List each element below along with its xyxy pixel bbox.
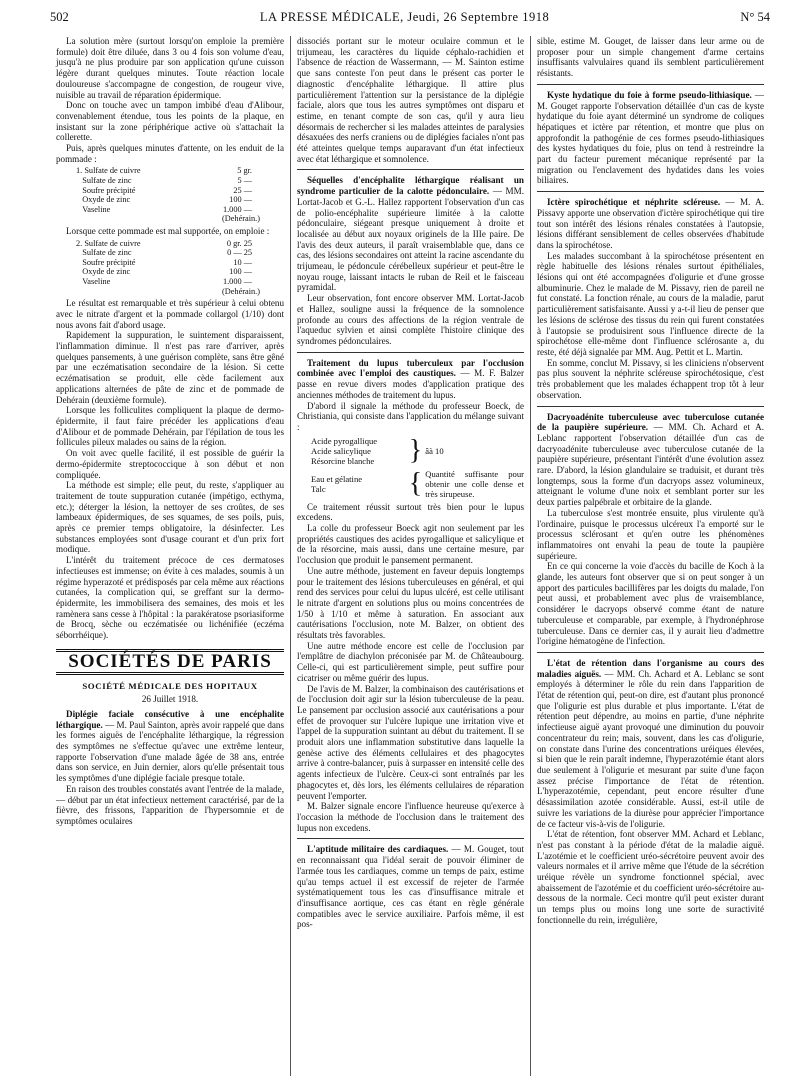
formula-source: (Dehérain.) bbox=[221, 286, 260, 296]
paragraph: En ce qui concerne la voie d'accès du bacille de Koch à la glande, les auteurs font observer que si on peut songer à un apport des particules bacillifères par les doigts du malade, l'on peut aussi, et probablement avec plus de vraisemblance, considérer le dacryops observé comme étant de nature tuberculeuse et comparable, par exemple, à l'hydronéphrose tuberculeuse. Dans ce dernier cas, il y aurait lieu d'admettre l'origine hématogène de l'infection. bbox=[537, 561, 764, 647]
article-title: Traitement du lupus tuberculeux par l'occlusion combinée avec l'emploi des caustiques. bbox=[297, 357, 524, 379]
article-title: Kyste hydatique du foie à forme pseudo-lithiasique. bbox=[547, 89, 752, 100]
paragraph: Puis, après quelques minutes d'attente, on les enduit de la pommade : bbox=[56, 143, 284, 164]
article-title: L'aptitude militaire des cardiaques. bbox=[307, 844, 449, 855]
paragraph: sible, estime M. Gouget, de laisser dans leur arme ou de proposer pour un simple changement d'arme certains insuffisants valvulaires quand ils semblent particulièrement résistants. bbox=[537, 36, 764, 79]
paragraph: La colle du professeur Boeck agit non seulement par les propriétés caustiques des acides pyrogallique et salicylique et de la résorcine, mais aussi, dans une certaine mesure, par l'occlusion que produit le pansement permanent. bbox=[297, 523, 524, 566]
paragraph: D'abord il signale la méthode du professeur Boeck, de Christiania, qui consiste dans l'application du mélange suivant : bbox=[297, 400, 524, 432]
society-name: SOCIÉTÉ MÉDICALE DES HOPITAUX bbox=[82, 681, 258, 692]
formula-value: 0 gr. 25 bbox=[226, 238, 252, 248]
column-3 bbox=[530, 36, 770, 1076]
page-header bbox=[50, 10, 770, 30]
formula-2 bbox=[76, 239, 284, 297]
article-title: L'état de rétention dans l'organisme au cours des maladies aiguës. bbox=[537, 657, 764, 679]
page-number: 502 bbox=[50, 10, 69, 24]
paragraph: En raison des troubles constatés avant l'entrée de la malade, — début par un état infectieux nettement caractérisé, par de la fièvre, des frissons, l'apparition de l'hypersomnie et de symptômes oculaires bbox=[56, 783, 284, 826]
article-title: Ictère spirochétique et néphrite scléreuse. bbox=[547, 197, 721, 208]
paragraph: dissociés portant sur le moteur oculaire commun et le trijumeau, les caractères du liquide céphalo-rachidien et l'absence de réaction de Wassermann, — M. Sainton estime que sans conteste l'on peut dans le présent cas porter le diagnostic d'encéphalite léthargique. Il attire plus particulièrement l'attention sur la persistance de la diplégie faciale, alors que tous les autres symptômes ont disparu et estime, en tenant compte de son cas, qu'il y aura lieu désormais de rechercher si les malades atteintes de paralysies désaxuées des nerfs craniens ou de diplégies faciales n'ont pas été atteintes quelque temps auparavant d'un état infectieux avec état léthargique et somnolence. bbox=[297, 36, 524, 164]
formula-source: (Dehérain.) bbox=[221, 214, 260, 224]
column-2 bbox=[290, 36, 530, 1076]
formula-1 bbox=[76, 166, 284, 224]
article-entry bbox=[297, 358, 524, 401]
paragraph: L'état de rétention, font observer MM. Achard et Leblanc, n'est pas constant à la période d'état de la maladie aiguë. L'azotémie et le coefficient uréo-sécrétoire peuvent avoir des valeurs normales et il arrive même que l'étude de la sécrétion uréique révèle un syndrome fonctionnel spécial, avec abaissement de l'azotémie et du coefficient uréo-sécrétoire au-dessous de la normale. Ceci montre qu'il peut exister durant un temps plus ou moins long une sorte de suractivité fonctionnelle du rein, irrégulière, bbox=[537, 829, 764, 925]
ingredient: Eau et gélatine bbox=[311, 473, 363, 484]
paragraph: L'intérêt du traitement précoce de ces dermatoses infectieuses est immense; on évite à ces malades, soumis à un régime hyperazoté et prédisposés par cela même aux réactions cutanées, la complication qui, se greffant sur la dermo-épidermite, les immobilisera des semaines, des mois et les ramènera sans cesse à l'hôpital : la parakératose psoriasiforme de Brocq, sèche ou eczématisée ou lichénifiée (eczéma séborrhéique). bbox=[56, 555, 284, 641]
formula-line: 2. Sulfate de cuivre bbox=[76, 238, 141, 248]
paragraph: La tuberculose s'est montrée ensuite, plus virulente qu'à l'ordinaire, puisque le processus ulcéreux l'a emporté sur le processus sclérosant et qu'en outre les phénomènes inflammatoires ont envahi la peau de toute la paupière supérieure. bbox=[537, 507, 764, 561]
ingredient: Acide salicylique bbox=[311, 445, 371, 456]
article-entry bbox=[537, 197, 764, 251]
article-entry bbox=[537, 658, 764, 829]
formula-line: Soufre précipité bbox=[82, 257, 136, 267]
ingredient: Talc bbox=[311, 483, 326, 494]
paragraph: En somme, conclut M. Pissavy, si les cliniciens n'observent pas plus souvent la néphrite scléreuse spirochétosique, c'est très probablement que les malades échappent trop tôt à leur observation. bbox=[537, 357, 764, 400]
brace-glyph: } bbox=[408, 434, 423, 466]
paragraph: La solution mère (surtout lorsqu'on emploie la première formule) doit être diluée, dans 3 ou 4 fois son volume d'eau, jusqu'à ne plus produire par son application qu'une cuisson légère durant quelques minutes. Toute réaction locale douloureuse s'accompagne de congestion, de rougeur vive, nuisible au travail de réparation épidermique. bbox=[56, 36, 284, 100]
article-entry bbox=[537, 412, 764, 508]
article-title: Diplégie faciale consécutive à une encéphalite léthargique. bbox=[56, 708, 284, 730]
issue-number: N° 54 bbox=[740, 10, 770, 24]
paragraph: Lorsque cette pommade est mal supportée, on emploie : bbox=[66, 226, 270, 236]
formula-line: Vaseline bbox=[82, 204, 111, 214]
article-text: — MM. Lortat-Jacob et G.-L. Hallez rapportent l'observation d'un cas de polio-encéphalite supérieure limitée à la calotte pédonculaire, siégeant presque uniquement à droite et localisée au début aux noyaux originels de la IIIe paire. De l'avis des deux auteurs, il paraît vraisemblable que, dans ce cas, des lésions secondaires ont atteint la racine ascendante du trijumeau, le pédoncule cérébelleux supérieur et peut-être le noyau rouge, laissant intacts le ruban de Reil et le faisceau pyramidal. bbox=[297, 186, 524, 293]
divider bbox=[297, 352, 524, 353]
article-text: — MM. Ch. Achard et A. Leblanc rapportent l'observation détaillée d'un cas de dacryoadénite tuberculeuse avec tuberculose cutanée de la paupière supérieure, présentant l'intérêt d'une évolution assez rare. D'abord, la lésion glandulaire se traduisit, et durant très longtemps, sous la forme d'un dacryops assez volumineux, atteignant le volume d'une noix et semblant porter sur les deux parties palpébrale et orbitaire de la glande. bbox=[537, 422, 764, 508]
paragraph: La méthode est simple; elle peut, du reste, s'appliquer au traitement de toute suppuration cutanée (impétigo, ecthyma, etc.); déterger la lésion, la nettoyer de ses croûtes, de ses lambeaux épidermiques, de ses squames, de ses poils, puis, après ce premier temps obligatoire, la désinfecter. Les substances employées sont d'usage courant et d'un prix fort modique. bbox=[56, 480, 284, 555]
formula-value: 100 — bbox=[229, 195, 252, 205]
article-title: Séquelles d'encéphalite léthargique réalisant un syndrome particulier de la calotte pédonculaire. bbox=[297, 175, 524, 197]
text-columns bbox=[50, 36, 770, 1076]
brace-glyph: { bbox=[408, 467, 423, 499]
formula-value: 25 — bbox=[233, 185, 252, 195]
divider bbox=[537, 652, 764, 653]
paragraph: Une autre méthode encore est celle de l'occlusion par l'emplâtre de diachylon préconisée par M. de Châteaubourg. Celle-ci, qui est particulièrement simple, peut suffire pour cicatriser ou même guérir des lupus. bbox=[297, 640, 524, 683]
paragraph: De l'avis de M. Balzer, la combinaison des cautérisations et de l'occlusion doit agir sur la lésion tuberculeuse de la peau. Le pansement par occlusion associé aux cautérisations a pour effet de provoquer sur l'ulcère lupique une irritation vive et l'appel de la suppuration suintant au début du traitement. Il se produit alors une inflammation substitutive dans laquelle la genèse active des éléments cellulaires et des phagocytes arrive à contre-balancer, puis à surpasser en intensité celle des agents infectieux de l'ulcère. Ceux-ci sont entraînés par les phagocytes et, dès lors, les éléments cellulaires de réparation peuvent l'emporter. bbox=[297, 683, 524, 801]
journal-title: LA PRESSE MÉDICALE, Jeudi, 26 Septembre 1918 bbox=[259, 10, 550, 24]
paragraph: Leur observation, font encore observer MM. Lortat-Jacob et Hallez, souligne aussi la fréquence de la somnolence profonde au cours des affections de la région ventrale de l'aqueduc sylvien et ainsi complète l'histoire clinique des syndromes pédonculaires. bbox=[297, 293, 524, 346]
session-date: 26 Juillet 1918. bbox=[141, 694, 199, 705]
formula-value: 1.000 — bbox=[222, 204, 252, 214]
paragraph: Donc on touche avec un tampon imbibé d'eau d'Alibour, convenablement étendue, tous les points de la plaque, en insistant sur la zone périphérique active où s'attachait la collerette. bbox=[56, 100, 284, 143]
paragraph: Ce traitement réussit surtout très bien pour le lupus excedens. bbox=[297, 501, 524, 523]
mixture-1 bbox=[311, 436, 524, 466]
article-title: Dacryoadénite tuberculeuse avec tuberculose cutanée de la paupière supérieure. bbox=[537, 411, 764, 433]
formula-line: Soufre précipité bbox=[82, 185, 136, 195]
formula-value: 1.000 — bbox=[222, 277, 252, 287]
formula-value: 100 — bbox=[229, 267, 252, 277]
article-text: — M. Gouget rapporte l'observation détaillée d'un cas de kyste hydatique du foie ayant déterminé un syndrome de coliques hépatiques et ictère par rétention, et montre que plus on approfondit la pathogénie de ces formes pseudo-lithiasiques des kystes hydatiques du foie, plus on tend à restreindre la part du facteur purement mécanique représenté par la migration ou l'enclavement des hydatides dans les voies biliaires. bbox=[537, 89, 764, 186]
divider bbox=[537, 84, 764, 85]
formula-line: Oxyde de zinc bbox=[82, 267, 131, 277]
mixture-2 bbox=[311, 469, 524, 499]
article-entry bbox=[537, 90, 764, 186]
article-text: — M. Gouget, tout en reconnaissant qua l'idéal serait de pouvoir éliminer de l'armée tous les cardiaques, comme un temps de paix, estime qu'au temps actuel il est excessif de rejeter de l'armée systématiquement tous les cas d'insuffisance mitrale et d'insuffisance aortique, ces cas étant en règle générale compatibles avec le service auxiliaire. Parfois même, il est pos- bbox=[297, 844, 525, 930]
divider bbox=[297, 838, 524, 839]
column-1 bbox=[50, 36, 290, 1076]
ingredient: Acide pyrogallique bbox=[311, 435, 378, 446]
formula-value: 5 gr. bbox=[237, 166, 252, 176]
article-entry bbox=[297, 175, 524, 293]
formula-line: Sulfate de zinc bbox=[82, 176, 132, 186]
divider bbox=[537, 191, 764, 192]
article-entry bbox=[56, 709, 284, 784]
formula-line: Vaseline bbox=[82, 277, 111, 287]
mixture-quantity: âà 10 bbox=[425, 445, 444, 456]
formula-line: Sulfate de zinc bbox=[82, 248, 132, 258]
article-text: — MM. Ch. Achard et A. Leblanc se sont employés à déterminer le rôle du rein dans l'apparition de l'état de rétention qui, peut-on dire, est d'autant plus prononcé que l'oligurie est plus durable et plus importante. L'état de rétention peut dépendre, au moins en partie, d'une néphrite infectieuse aiguë ayant provoqué une diminution du pouvoir concentrateur du rein; mais, souvent, dans les cas d'oligurie, on constate dans l'urine des concentrations uréiques élevées, si bien que le rein paraît indemne, l'hyperazotémie étant alors due seulement à l'oligurie et mesurant par suite d'une façon assez précise l'importance de l'état de rétention. L'hyperazotémie, cependant, peut encore résulter d'une désassimilation azotée considérable. Aussi, est-il utile de suivre les variations de la diurèse pour apprécier l'importance de ce facteur vis-à-vis de l'oligurie. bbox=[537, 668, 764, 829]
divider bbox=[537, 406, 764, 407]
paragraph: M. Balzer signale encore l'influence heureuse qu'exerce à l'occasion la méthode de l'occlusion dans le traitement des lupus non excedens. bbox=[297, 801, 524, 833]
divider bbox=[297, 169, 524, 170]
article-text: — M. A. Pissavy apporte une observation d'ictère spirochétique qui tire tout son intérêt des lésions rénales constatées à l'autopsie, lésions différant sensiblement de celles observées d'habitude dans la spirochétose. bbox=[537, 197, 765, 250]
article-text: — M. F. Balzer passe en revue divers modes d'application pratique des anciennes méthodes de traitement du lupus. bbox=[297, 368, 524, 400]
paragraph: Une autre méthode, justement en faveur depuis longtemps pour le traitement des lésions tuberculeuses en général, et qui rend des services pour celui du lupus ulcéré, est celle utilisant le nitrate d'argent en solutions plus ou moins concentrées de 1/50 à 1/10 et même à saturation. En associant aux cautérisations l'occlusion, note M. Balzer, on obtient des résultats très favorables. bbox=[297, 565, 524, 641]
paragraph: On voit avec quelle facilité, il est possible de guérir la dermo-épidermite streptococcique à son début et non compliquée. bbox=[56, 448, 284, 480]
paragraph: Rapidement la suppuration, le suintement disparaissent, l'inflammation diminue. Il n'est pas rare d'arriver, après quelques pansements, à une guérison complète, sans être gêné par une eczématisation secondaire de la lésion. Si cette eczématisation se produit, elle cède facilement aux applications alternées de pâte de zinc et de pommade de Dehérain (deuxième formule). bbox=[56, 330, 284, 405]
article-entry bbox=[297, 844, 524, 930]
article-text: — M. Paul Sainton, après avoir rappelé que dans les formes aiguës de l'encéphalite léthargique, la régression des symptômes ne s'effectue qu'avec une extrême lenteur, rapporte l'observation d'une malade âgée de 38 ans, entrée dans son service, en Juin dernier, alors qu'elle présentait tous les symptômes d'une diplégie faciale presque totale. bbox=[56, 719, 285, 784]
mixture-quantity: Quantité suffisante pour obtenir une colle dense et très sirupeuse. bbox=[425, 468, 524, 499]
formula-value: 5 — bbox=[237, 176, 252, 186]
ingredient: Résorcine blanche bbox=[311, 455, 375, 466]
paragraph: Les malades succombant à la spirochétose présentent en règle habituelle des lésions rénales surtout épithéliales, lésions qui ont été accompagnées d'oligurie et d'une grosse albuminurie. Chez le malade de M. Pissavy, rien de pareil ne fut constaté. La fonction rénale, au cours de la maladie, parut particulièrement satisfaisante. Aussi y a-t-il lieu de penser que les lésions de sclérose des tissus du rein qui furent constatées à l'autopsie se produisirent sous l'influence directe de la spirochétose elle-même dont l'influence sclérosante a, du reste, été déjà signalée par MM. Aug. Pettit et L. Martin. bbox=[537, 250, 764, 357]
formula-line: 1. Sulfate de cuivre bbox=[76, 166, 141, 176]
formula-value: 10 — bbox=[233, 257, 252, 267]
formula-line: Oxyde de zinc bbox=[82, 195, 131, 205]
paragraph: Lorsque les folliculites compliquent la plaque de dermo-épidermite, il faut faire précéder les applications d'eau d'Alibour et de pommade Dehérain, par l'épilation de tous les follicules pileux malades ou sains de la région. bbox=[56, 405, 284, 448]
formula-value: 0 — 25 bbox=[227, 248, 252, 258]
section-banner: SOCIÉTÉS DE PARIS bbox=[56, 649, 284, 676]
paragraph: Le résultat est remarquable et très supérieur à celui obtenu avec le nitrate d'argent et la pommade collargol (1/10) dont nous avons fait d'abord usage. bbox=[56, 298, 284, 330]
